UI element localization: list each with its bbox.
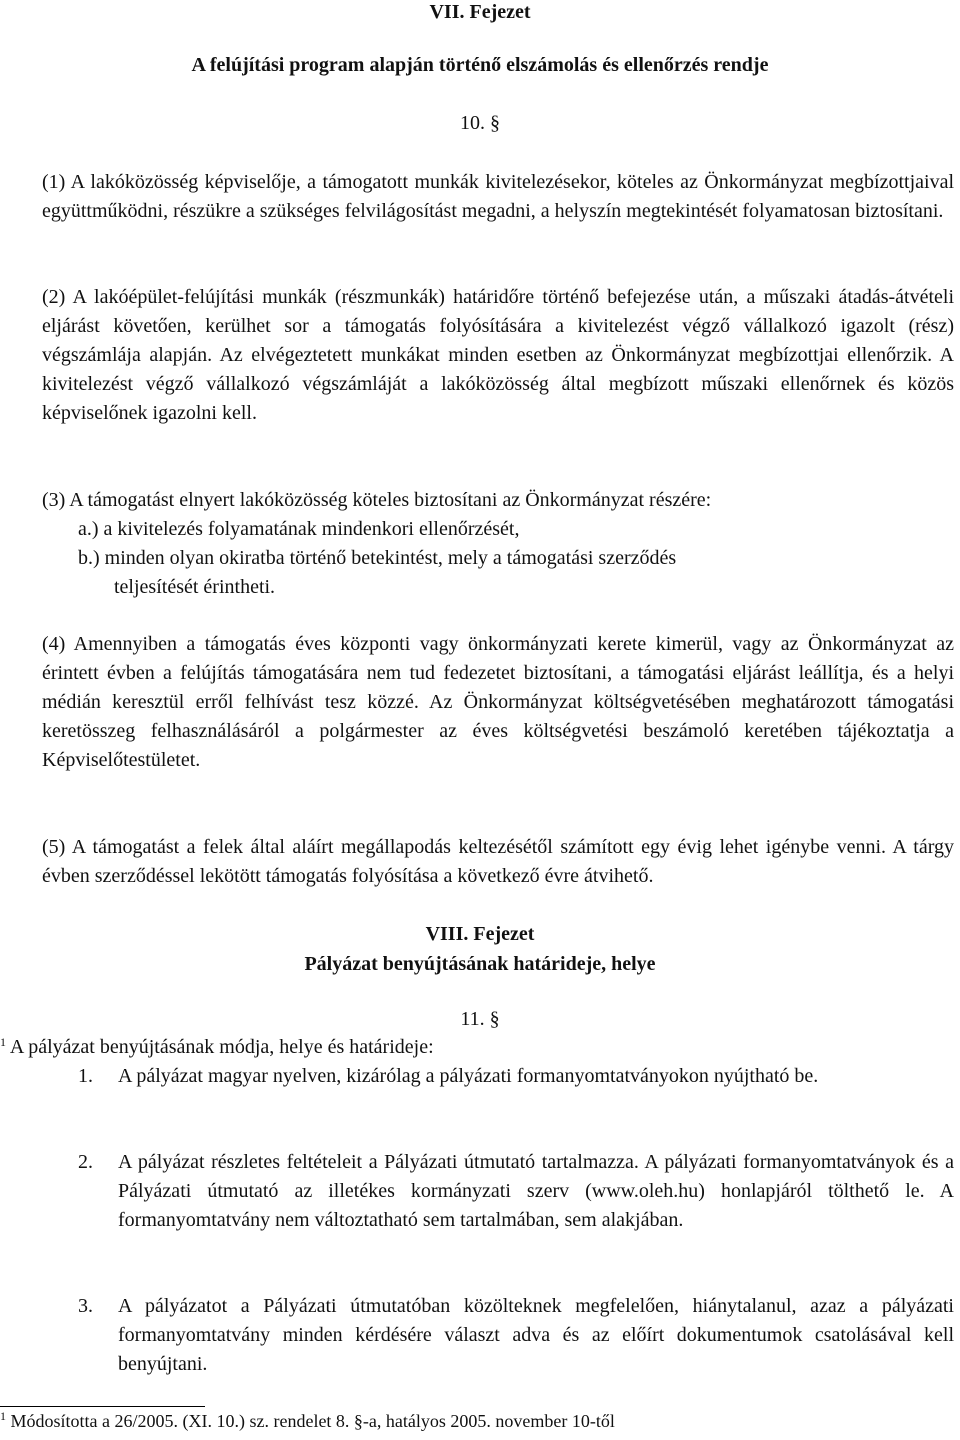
paragraph-5: (5) A támogatást a felek által aláírt megállapodás keltezésétől számított egy évig lehet igénybe venni. A tárgy évben szerződéssel lekötött támogatás folyósítása a következő évre átvihető. bbox=[42, 836, 954, 887]
chapter-title: Pályázat benyújtásának határideje, helye bbox=[304, 953, 656, 975]
paragraph-3: (3) A támogatást elnyert lakóközösség köteles biztosítani az Önkormányzat részére: bbox=[42, 489, 712, 511]
section-number: 11. § bbox=[460, 1008, 500, 1030]
paragraph-4: (4) Amennyiben a támogatás éves központi vagy önkormányzati kerete kimerül, vagy az Önkormányzat az érintett évben a felújítás támogatására nem tud fedezetet biztosítani, a támogatási eljárást leállítja, és a helyi médián keresztül erről felhívást tesz közzé. Az Önkormányzat költségvetésében meghatározott támogatási keretösszeg felhasználásáról a polgármester az éves költségvetési beszámoló keretében tájékoztatja a Képviselőtestületet. bbox=[42, 633, 954, 771]
footnote-divider bbox=[0, 1406, 205, 1407]
section-number: 10. § bbox=[460, 112, 500, 134]
paragraph-3-item-b-cont: teljesítését érintheti. bbox=[114, 576, 276, 598]
intro-line bbox=[0, 1033, 950, 1062]
intro-text: A pályázat benyújtásának módja, helye és határideje: bbox=[9, 1036, 434, 1058]
paragraph-2: (2) A lakóépület-felújítási munkák (részmunkák) határidőre történő befejezése után, a műszaki átadás-átvételi eljárást követően, kerülhet sor a támogatás folyósítására a kivitelezést végző vállalkozó igazolt (rész) végszámlája alapján. Az elvégeztetett munkákat minden esetben az Önkormányzat megbízottjai ellenőrzik. A kivitelezést végző vállalkozó végszámláját a lakóközösség által megbízott műszaki ellenőrnek és közös képviselőnek igazolni kell. bbox=[42, 286, 954, 424]
list-item-number: 1. bbox=[78, 1065, 93, 1087]
list-item-number: 2. bbox=[78, 1151, 93, 1173]
paragraph-3-item-a: a.) a kivitelezés folyamatának mindenkori ellenőrzését, bbox=[78, 518, 520, 540]
list-item-number: 3. bbox=[78, 1295, 93, 1317]
footnote-mark: 1 bbox=[0, 1409, 6, 1423]
footnote-text: Módosította a 26/2005. (XI. 10.) sz. rendelet 8. §-a, hatályos 2005. november 10-től bbox=[10, 1411, 615, 1431]
footnote bbox=[0, 1409, 950, 1433]
footnote-reference: 1 bbox=[0, 1035, 6, 1049]
paragraph-1: (1) A lakóközösség képviselője, a támogatott munkák kivitelezésekor, köteles az Önkormányzat megbízottjaival együttműködni, részükre a szükséges felvilágosítást megadni, a helyszín megtekintését folyamatosan biztosítani. bbox=[42, 171, 954, 222]
list-item-text: A pályázat magyar nyelven, kizárólag a pályázati formanyomtatványokon nyújtható be. bbox=[118, 1065, 819, 1087]
list-item-text: A pályázatot a Pályázati útmutatóban közölteknek megfelelően, hiánytalanul, azaz a pályázati formanyomtatvány minden kérdésére választ adva és az előírt dokumentumok csatolásával kell benyújtani. bbox=[118, 1295, 954, 1375]
list-item-text: A pályázat részletes feltételeit a Pályázati útmutató tartalmazza. A pályázati formanyomtatványok és a Pályázati útmutató az illetékes kormányzati szerv (www.oleh.hu) honlapjáról tölthető le. A formanyomtatvány nem változtatható sem tartalmában, sem alakjában. bbox=[118, 1151, 954, 1231]
paragraph-3-item-b: b.) minden olyan okiratba történő betekintést, mely a támogatási szerződés bbox=[78, 547, 677, 569]
chapter-title: A felújítási program alapján történő elszámolás és ellenőrzés rendje bbox=[191, 54, 769, 76]
chapter-heading: VIII. Fejezet bbox=[425, 923, 535, 945]
chapter-heading: VII. Fejezet bbox=[429, 1, 531, 23]
